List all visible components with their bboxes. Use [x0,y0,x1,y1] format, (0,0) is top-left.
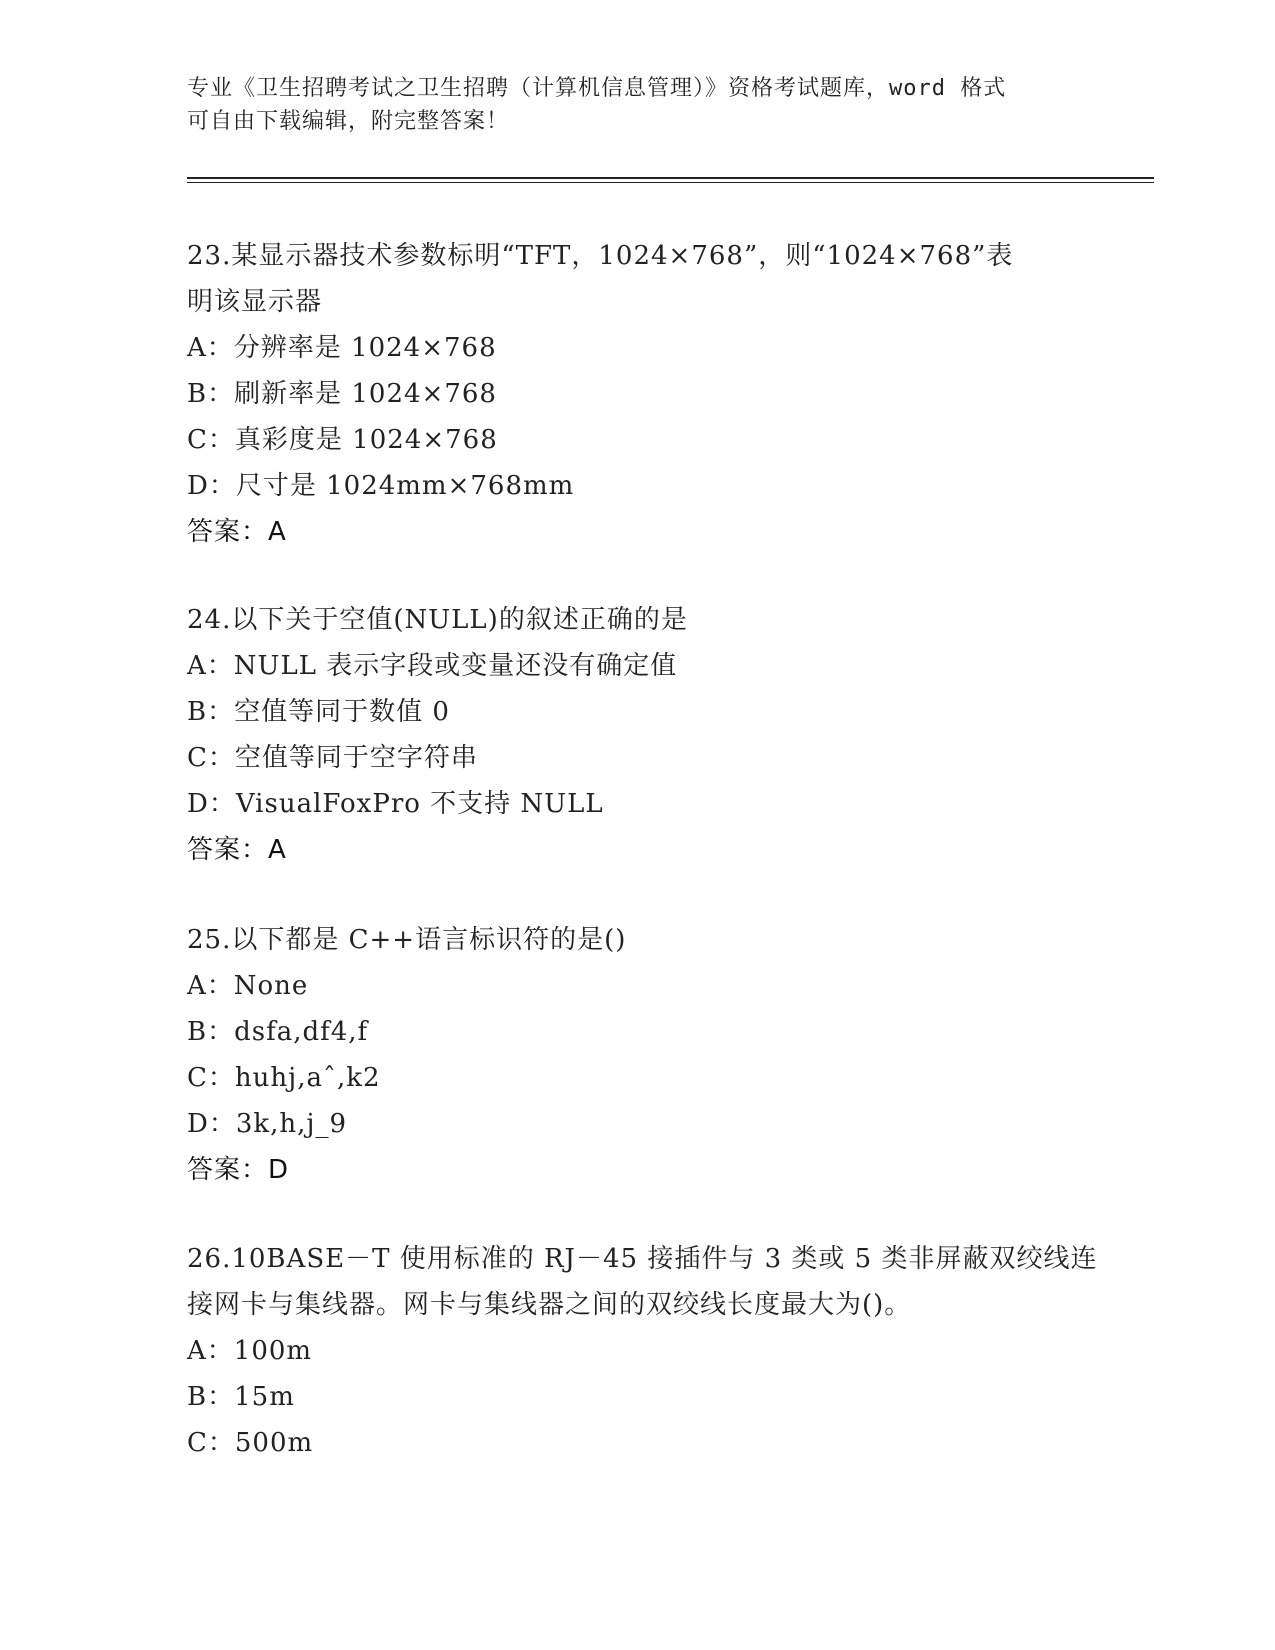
option-b: B：15m [187,1382,295,1412]
option-c: C：真彩度是 1024×768 [187,425,498,455]
option-b: B：空值等同于数值 0 [187,697,450,727]
answer-label: 答案：A [187,835,287,865]
option-d: D：3k,h,j_9 [187,1109,348,1139]
question-stem: 26.10BASE－T 使用标准的 RJ－45 接插件与 3 类或 5 类非屏蔽双绞线连 [187,1244,1098,1274]
question-stem: 25.以下都是 C++语言标识符的是() [187,925,627,955]
answer-label: 答案：A [187,517,287,547]
question-stem: 接网卡与集线器。网卡与集线器之间的双绞线长度最大为()。 [187,1290,912,1320]
question-26 [187,1236,1098,1466]
option-b: B：dsfa,df4,f [187,1017,369,1047]
header-line-2: 可自由下载编辑，附完整答案！ [187,109,510,134]
option-a: A：分辨率是 1024×768 [187,333,497,363]
option-c: C：huhj,aˆ,k2 [187,1063,381,1093]
question-stem: 明该显示器 [187,287,323,317]
header-divider [187,177,1154,179]
option-b: B：刷新率是 1024×768 [187,379,497,409]
question-25 [187,917,1087,1193]
option-c: C：500m [187,1428,314,1458]
question-stem: 24.以下关于空值(NULL)的叙述正确的是 [187,605,688,635]
option-a: A：NULL 表示字段或变量还没有确定值 [187,651,678,681]
option-c: C：空值等同于空字符串 [187,743,478,773]
document-header [187,72,1087,138]
option-d: D：尺寸是 1024mm×768mm [187,471,575,501]
option-d: D：VisualFoxPro 不支持 NULL [187,789,604,819]
option-a: A：100m [187,1336,313,1366]
answer-label: 答案：D [187,1155,290,1185]
header-divider-thin [187,182,1154,183]
option-a: A：None [187,971,309,1001]
question-stem: 23.某显示器技术参数标明“TFT，1024×768”，则“1024×768”表 [187,241,1014,271]
header-line-1: 专业《卫生招聘考试之卫生招聘（计算机信息管理）》资格考试题库，word 格式 [187,76,1007,101]
question-24 [187,597,1087,873]
question-23 [187,233,1087,555]
